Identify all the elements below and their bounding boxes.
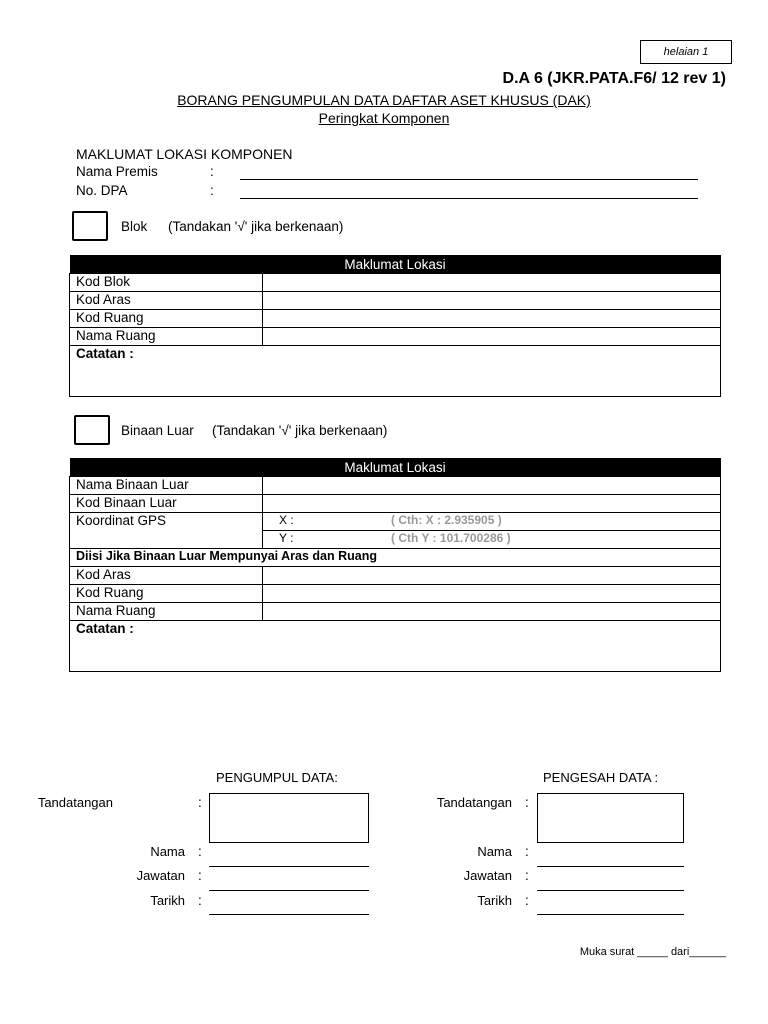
- colon: :: [525, 844, 529, 859]
- approver-date-label: Tarikh: [477, 893, 512, 908]
- row-label: Nama Binaan Luar: [70, 477, 263, 495]
- binaan-check-label: Binaan Luar: [121, 423, 194, 438]
- collector-name-line[interactable]: [209, 866, 369, 867]
- approver-signature-box[interactable]: [537, 793, 684, 843]
- binaan-kod-ruang-field[interactable]: [263, 585, 721, 603]
- table-row: [70, 346, 721, 397]
- row-label: Koordinat GPS: [70, 513, 263, 549]
- gps-y-field[interactable]: [263, 531, 721, 549]
- table-row: [70, 477, 721, 495]
- collector-name-label: Nama: [150, 844, 185, 859]
- kod-binaan-field[interactable]: [263, 495, 721, 513]
- table-row: [70, 274, 721, 292]
- gps-x-field[interactable]: [263, 513, 721, 531]
- colon: :: [198, 893, 202, 908]
- gps-x-hint: ( Cth: X : 2.935905 ): [391, 513, 502, 527]
- approver-position-line[interactable]: [537, 890, 684, 891]
- table-row: [70, 549, 721, 567]
- table-row: [70, 567, 721, 585]
- dpa-colon: :: [210, 183, 214, 198]
- binaan-luar-checkbox[interactable]: [74, 415, 110, 445]
- approver-name-label: Nama: [477, 844, 512, 859]
- colon: :: [198, 795, 202, 810]
- notes-label: Catatan :: [76, 346, 134, 361]
- colon: :: [198, 868, 202, 883]
- blok-table-header: Maklumat Lokasi: [70, 255, 721, 274]
- sub-heading: Diisi Jika Binaan Luar Mempunyai Aras dan Ruang: [70, 549, 721, 567]
- row-label: Kod Ruang: [70, 310, 263, 328]
- binaan-location-table: [69, 458, 721, 672]
- row-label: Kod Blok: [70, 274, 263, 292]
- dpa-label: No. DPA: [76, 183, 128, 198]
- row-label: Kod Ruang: [70, 585, 263, 603]
- colon: :: [525, 868, 529, 883]
- kod-ruang-field[interactable]: [263, 310, 721, 328]
- premis-label: Nama Premis: [76, 164, 158, 179]
- colon: :: [525, 795, 529, 810]
- blok-checkbox[interactable]: [72, 211, 108, 241]
- form-subtitle: Peringkat Komponen: [318, 110, 450, 126]
- blok-location-table: [69, 255, 721, 397]
- table-row: [70, 621, 721, 672]
- location-heading: MAKLUMAT LOKASI KOMPONEN: [76, 146, 293, 162]
- kod-blok-field[interactable]: [263, 274, 721, 292]
- blok-check-label: Blok: [121, 219, 148, 234]
- row-label: Kod Aras: [70, 292, 263, 310]
- collector-signature-box[interactable]: [209, 793, 369, 843]
- sheet-number: helaian 1: [663, 46, 709, 58]
- approver-sign-label: Tandatangan: [436, 795, 512, 810]
- binaan-notes-field[interactable]: [70, 621, 721, 672]
- approver-heading: PENGESAH DATA :: [543, 770, 659, 785]
- collector-date-line[interactable]: [209, 914, 369, 915]
- nama-ruang-field[interactable]: [263, 328, 721, 346]
- binaan-kod-aras-field[interactable]: [263, 567, 721, 585]
- row-label: Kod Binaan Luar: [70, 495, 263, 513]
- sheet-number-box: [640, 40, 732, 64]
- blok-notes-field[interactable]: [70, 346, 721, 397]
- row-label: Nama Ruang: [70, 328, 263, 346]
- dpa-input-line[interactable]: [240, 198, 698, 199]
- nama-binaan-field[interactable]: [263, 477, 721, 495]
- binaan-check-note: (Tandakan '√' jika berkenaan): [212, 423, 388, 438]
- table-row: [70, 585, 721, 603]
- collector-sign-label: Tandatangan: [37, 795, 113, 810]
- table-row: [70, 310, 721, 328]
- form-code: D.A 6 (JKR.PATA.F6/ 12 rev 1): [502, 70, 726, 87]
- collector-position-label: Jawatan: [136, 868, 185, 883]
- premis-colon: :: [210, 164, 214, 179]
- collector-date-label: Tarikh: [150, 893, 185, 908]
- kod-aras-field[interactable]: [263, 292, 721, 310]
- gps-x-label: X :: [279, 513, 294, 527]
- collector-position-line[interactable]: [209, 890, 369, 891]
- colon: :: [525, 893, 529, 908]
- row-label: Kod Aras: [70, 567, 263, 585]
- form-title: BORANG PENGUMPULAN DATA DAFTAR ASET KHUSUS (DAK): [177, 92, 591, 108]
- table-row: [70, 495, 721, 513]
- binaan-nama-ruang-field[interactable]: [263, 603, 721, 621]
- table-row: [70, 292, 721, 310]
- colon: :: [198, 844, 202, 859]
- page-counter: Muka surat _____ dari______: [579, 946, 726, 958]
- approver-position-label: Jawatan: [463, 868, 512, 883]
- table-row: [70, 328, 721, 346]
- collector-heading: PENGUMPUL DATA:: [216, 770, 338, 785]
- notes-label: Catatan :: [76, 621, 134, 636]
- approver-name-line[interactable]: [537, 866, 684, 867]
- binaan-table-header: Maklumat Lokasi: [70, 458, 721, 477]
- table-row: [70, 513, 721, 531]
- approver-date-line[interactable]: [537, 914, 684, 915]
- gps-y-hint: ( Cth Y : 101.700286 ): [391, 531, 511, 545]
- gps-y-label: Y :: [279, 531, 294, 545]
- table-row: [70, 603, 721, 621]
- row-label: Nama Ruang: [70, 603, 263, 621]
- blok-check-note: (Tandakan '√' jika berkenaan): [168, 219, 344, 234]
- premis-input-line[interactable]: [240, 179, 698, 180]
